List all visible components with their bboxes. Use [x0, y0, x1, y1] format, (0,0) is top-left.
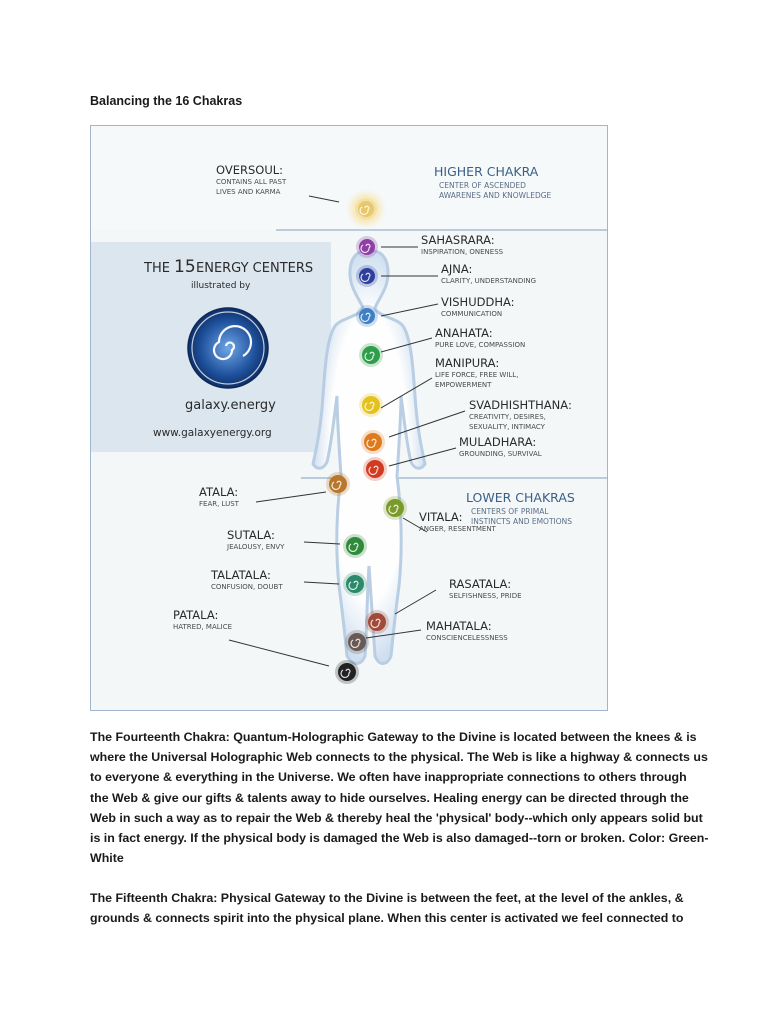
muladhara-label: MULADHARA: [459, 435, 537, 449]
paragraph-line: where the Universal Holographic Web connects to the physical. The Web is like a highway & connects us [90, 750, 708, 765]
lower-chakras-title: LOWER CHAKRAS [466, 490, 575, 505]
higher-chakra-sub2: AWARENES AND KNOWLEDGE [439, 191, 552, 200]
sahasrara-description: INSPIRATION, ONENESS [421, 248, 504, 256]
manipura-description: LIFE FORCE, FREE WILL, [435, 371, 519, 379]
sutala-chakra-orb [343, 534, 367, 558]
galaxy-logo-icon [188, 308, 268, 388]
panel-title-energy: ENERGY CENTERS [196, 261, 314, 276]
atala-chakra-orb [326, 472, 350, 496]
rasatala-chakra-orb [365, 610, 389, 634]
brand-name: galaxy.energy [185, 398, 276, 413]
ajna-description: CLARITY, UNDERSTANDING [441, 277, 537, 285]
lower-chakras-sub1: CENTERS OF PRIMAL [471, 507, 549, 516]
paragraph-line: the Web & give our gifts & talents away to hide ourselves. Healing energy can be directed through the [90, 790, 689, 805]
paragraph-line: White [90, 851, 124, 866]
ajna-label: AJNA: [441, 262, 473, 276]
muladhara-chakra-orb [363, 457, 387, 481]
patala-chakra-orb [335, 660, 359, 684]
anahata-label: ANAHATA: [435, 326, 493, 340]
rasatala-description: SELFISHNESS, PRIDE [449, 592, 522, 600]
panel-title-the: THE [144, 261, 170, 276]
svadhishthana-description: SEXUALITY, INTIMACY [469, 423, 545, 431]
mahatala-chakra-orb [345, 630, 369, 654]
svadhishthana-chakra-orb [361, 430, 385, 454]
mahatala-description: CONSCIENCELESSNESS [426, 634, 508, 642]
oversoul-description: LIVES AND KARMA [216, 188, 281, 196]
paragraph-line: to everyone & everything in the Universe. We often have inappropriate connections to others through [90, 770, 687, 785]
svadhishthana-label: SVADHISHTHANA: [469, 398, 572, 412]
lower-chakras-sub2: INSTINCTS AND EMOTIONS [471, 517, 573, 526]
atala-description: FEAR, LUST [199, 500, 239, 508]
brand-url: www.galaxyenergy.org [153, 427, 272, 439]
panel-title-number: 15 [174, 257, 196, 277]
vishuddha-description: COMMUNICATION [441, 310, 503, 318]
anahata-description: PURE LOVE, COMPASSION [435, 341, 526, 349]
talatala-label: TALATALA: [211, 568, 271, 582]
oversoul-chakra-orb [355, 198, 377, 220]
document-title: Balancing the 16 Chakras [90, 94, 243, 108]
vitala-chakra-orb [383, 496, 407, 520]
vishuddha-chakra-orb [356, 305, 378, 327]
svadhishthana-description: CREATIVITY, DESIRES, [469, 413, 546, 421]
panel-illustrated-by: illustrated by [191, 281, 251, 291]
talatala-description: CONFUSION, DOUBT [211, 583, 283, 591]
rasatala-label: RASATALA: [449, 577, 512, 591]
atala-label: ATALA: [199, 485, 239, 499]
anahata-chakra-orb [359, 343, 383, 367]
paragraph-fifteenth-chakra [90, 888, 682, 928]
sutala-description: JEALOUSY, ENVY [227, 543, 285, 551]
sahasrara-chakra-orb [356, 236, 378, 258]
chakra-illustration [91, 126, 608, 711]
talatala-chakra-orb [343, 572, 367, 596]
oversoul-description: CONTAINS ALL PAST [216, 178, 287, 186]
higher-chakra-sub1: CENTER OF ASCENDED [439, 181, 526, 190]
manipura-description: EMPOWERMENT [435, 381, 492, 389]
paragraph-line: Web in such a way as to repair the Web & thereby heal the 'physical' body--which only appears solid but [90, 810, 703, 825]
manipura-label: MANIPURA: [435, 356, 500, 370]
higher-chakra-title: HIGHER CHAKRA [434, 164, 539, 179]
paragraph-line: is in fact energy. If the physical body is damaged the Web is also damaged--torn or broken. Color: Green- [90, 831, 709, 846]
sutala-label: SUTALA: [227, 528, 275, 542]
paragraph-line: The Fifteenth Chakra: Physical Gateway to the Divine is between the feet, at the level of the ankles, & [90, 891, 684, 905]
paragraph-fourteenth-chakra [90, 727, 709, 868]
vitala-label: VITALA: [419, 510, 463, 524]
vishuddha-label: VISHUDDHA: [441, 295, 515, 309]
paragraph-line: grounds & connects spirit into the physical plane. When this center is activated we feel connected to [90, 911, 684, 926]
oversoul-label: OVERSOUL: [216, 163, 284, 177]
chakra-figure [90, 125, 608, 711]
vitala-description: ANGER, RESENTMENT [419, 525, 496, 533]
manipura-chakra-orb [359, 393, 383, 417]
paragraph-line: The Fourteenth Chakra: Quantum-Holographic Gateway to the Divine is located between the knees & is [90, 730, 697, 744]
muladhara-description: GROUNDING, SURVIVAL [459, 450, 542, 458]
mahatala-label: MAHATALA: [426, 619, 492, 633]
ajna-chakra-orb [356, 265, 378, 287]
sahasrara-label: SAHASRARA: [421, 233, 495, 247]
patala-description: HATRED, MALICE [173, 623, 233, 631]
patala-label: PATALA: [173, 608, 219, 622]
